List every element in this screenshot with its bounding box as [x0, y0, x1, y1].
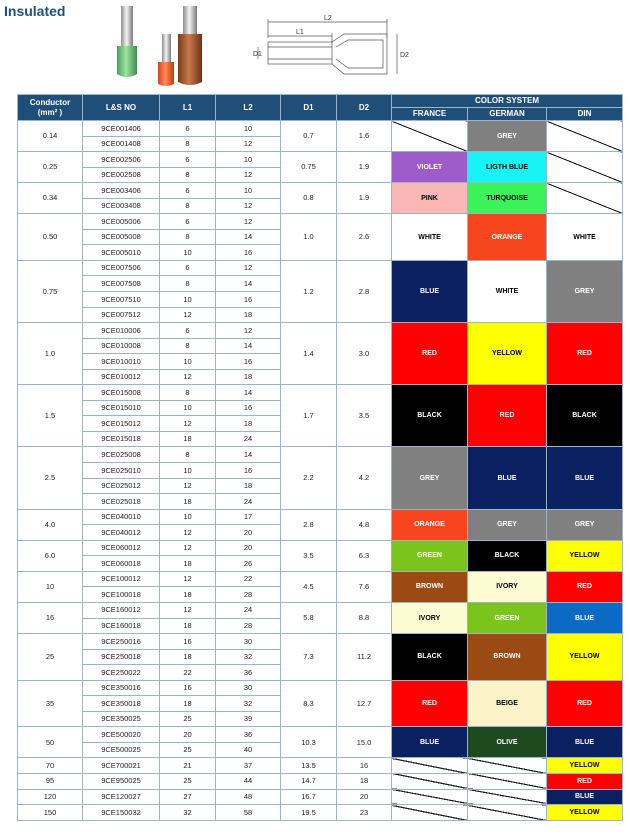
l2-value: 16: [216, 400, 281, 416]
part-number: 9CE160012: [83, 602, 160, 618]
german-color: GREY: [468, 121, 547, 152]
france-color: BLACK: [392, 634, 468, 681]
france-color-none: [392, 758, 468, 774]
part-number: 9CE010010: [83, 354, 160, 370]
l1-value: 6: [160, 152, 216, 168]
header-german: GERMAN: [468, 108, 547, 121]
part-number: 9CE160018: [83, 618, 160, 634]
l2-value: 18: [216, 307, 281, 323]
l1-value: 25: [160, 742, 216, 758]
l1-value: 6: [160, 183, 216, 199]
conductor-size: 10: [18, 571, 83, 602]
header-l1: L1: [160, 95, 216, 121]
din-color: WHITE: [547, 214, 623, 261]
german-color: BROWN: [468, 634, 547, 681]
din-color: BLUE: [547, 789, 623, 805]
german-color: WHITE: [468, 260, 547, 322]
l1-value: 6: [160, 260, 216, 276]
part-number: 9CE010006: [83, 323, 160, 339]
l1-value: 6: [160, 121, 216, 137]
table-row: [18, 540, 623, 556]
l2-value: 10: [216, 121, 281, 137]
din-color-none: [547, 152, 623, 183]
l2-value: 36: [216, 727, 281, 743]
france-color-none: [392, 789, 468, 805]
d2-value: 20: [337, 789, 392, 805]
l2-value: 30: [216, 634, 281, 650]
d2-value: 2.6: [337, 214, 392, 261]
france-color: GREEN: [392, 540, 468, 571]
l1-value: 10: [160, 292, 216, 308]
din-color: YELLOW: [547, 758, 623, 774]
l2-value: 37: [216, 758, 281, 774]
l2-value: 16: [216, 463, 281, 479]
d1-value: 0.8: [281, 183, 337, 214]
header-l2: L2: [216, 95, 281, 121]
part-number: 9CE015008: [83, 385, 160, 401]
l1-value: 12: [160, 369, 216, 385]
l2-value: 12: [216, 260, 281, 276]
part-number: 9CE060012: [83, 540, 160, 556]
part-number: 9CE025018: [83, 494, 160, 510]
l2-value: 58: [216, 805, 281, 821]
france-color-none: [392, 805, 468, 821]
l1-value: 16: [160, 680, 216, 696]
l1-value: 10: [160, 354, 216, 370]
d1-value: 7.3: [281, 634, 337, 681]
conductor-size: 120: [18, 789, 83, 805]
france-color: BLUE: [392, 260, 468, 322]
table-row: [18, 152, 623, 168]
d2-value: 3.5: [337, 385, 392, 447]
d1-value: 4.5: [281, 571, 337, 602]
din-color-none: [547, 183, 623, 214]
l1-value: 8: [160, 276, 216, 292]
part-number: 9CE003406: [83, 183, 160, 199]
german-color: YELLOW: [468, 323, 547, 385]
conductor-size: 4.0: [18, 509, 83, 540]
table-row: [18, 571, 623, 587]
l1-value: 21: [160, 758, 216, 774]
diagram-label-d2: D2: [400, 52, 409, 59]
l1-value: 18: [160, 649, 216, 665]
l1-value: 12: [160, 525, 216, 541]
header-din: DIN: [547, 108, 623, 121]
german-color: LIGTH BLUE: [468, 152, 547, 183]
part-number: 9CE500020: [83, 727, 160, 743]
din-color: RED: [547, 680, 623, 727]
part-number: 9CE005006: [83, 214, 160, 230]
part-number: 9CE150032: [83, 805, 160, 821]
part-number: 9CE001408: [83, 136, 160, 152]
d2-value: 1.9: [337, 152, 392, 183]
part-number: 9CE007506: [83, 260, 160, 276]
l2-value: 12: [216, 323, 281, 339]
l1-value: 18: [160, 587, 216, 603]
table-row: [18, 789, 623, 805]
german-color: TURQUOISE: [468, 183, 547, 214]
table-row: [18, 385, 623, 401]
l1-value: 12: [160, 307, 216, 323]
france-color: VIOLET: [392, 152, 468, 183]
part-number: 9CE250016: [83, 634, 160, 650]
table-row: [18, 260, 623, 276]
d1-value: 19.5: [281, 805, 337, 821]
table-row: [18, 773, 623, 789]
part-number: 9CE002508: [83, 167, 160, 183]
d2-value: 4.8: [337, 509, 392, 540]
part-number: 9CE250018: [83, 649, 160, 665]
l1-value: 6: [160, 214, 216, 230]
table-row: [18, 680, 623, 696]
conductor-size: 1.0: [18, 323, 83, 385]
france-color: WHITE: [392, 214, 468, 261]
part-number: 9CE007512: [83, 307, 160, 323]
german-color-none: [468, 758, 547, 774]
part-number: 9CE005008: [83, 229, 160, 245]
d2-value: 1.6: [337, 121, 392, 152]
d1-value: 16.7: [281, 789, 337, 805]
l2-value: 30: [216, 680, 281, 696]
l2-value: 18: [216, 416, 281, 432]
l1-value: 16: [160, 634, 216, 650]
d2-value: 3.0: [337, 323, 392, 385]
l2-value: 36: [216, 665, 281, 681]
l2-value: 32: [216, 696, 281, 712]
header-conductor-unit: (mm² ): [37, 107, 63, 117]
din-color: YELLOW: [547, 634, 623, 681]
l2-value: 28: [216, 618, 281, 634]
l2-value: 14: [216, 447, 281, 463]
l1-value: 10: [160, 463, 216, 479]
german-color: IVORY: [468, 571, 547, 602]
france-color: ORANGE: [392, 509, 468, 540]
part-number: 9CE007510: [83, 292, 160, 308]
part-number: 9CE350018: [83, 696, 160, 712]
d1-value: 3.5: [281, 540, 337, 571]
l2-value: 44: [216, 773, 281, 789]
d1-value: 0.75: [281, 152, 337, 183]
l1-value: 12: [160, 416, 216, 432]
l2-value: 24: [216, 602, 281, 618]
table-row: [18, 727, 623, 743]
france-color-none: [392, 773, 468, 789]
l2-value: 20: [216, 525, 281, 541]
conductor-size: 0.50: [18, 214, 83, 261]
l2-value: 18: [216, 478, 281, 494]
part-number: 9CE350016: [83, 680, 160, 696]
part-number: 9CE040012: [83, 525, 160, 541]
part-number: 9CE015010: [83, 400, 160, 416]
conductor-size: 2.5: [18, 447, 83, 509]
d2-value: 7.6: [337, 571, 392, 602]
l2-value: 10: [216, 183, 281, 199]
header-france: FRANCE: [392, 108, 468, 121]
l2-value: 48: [216, 789, 281, 805]
l2-value: 14: [216, 229, 281, 245]
part-number: 9CE040010: [83, 509, 160, 525]
l2-value: 26: [216, 556, 281, 572]
german-color: BLACK: [468, 540, 547, 571]
l2-value: 40: [216, 742, 281, 758]
l2-value: 14: [216, 385, 281, 401]
part-number: 9CE025008: [83, 447, 160, 463]
d1-value: 10.3: [281, 727, 337, 758]
d1-value: 13.5: [281, 758, 337, 774]
part-number: 9CE010012: [83, 369, 160, 385]
part-number: 9CE100018: [83, 587, 160, 603]
l1-value: 10: [160, 245, 216, 261]
part-number: 9CE250022: [83, 665, 160, 681]
header-color-system: COLOR SYSTEM: [392, 95, 623, 108]
l1-value: 18: [160, 556, 216, 572]
part-number: 9CE120027: [83, 789, 160, 805]
part-number: 9CE005010: [83, 245, 160, 261]
part-number: 9CE007508: [83, 276, 160, 292]
l1-value: 18: [160, 696, 216, 712]
l2-value: 24: [216, 494, 281, 510]
conductor-size: 70: [18, 758, 83, 774]
table-row: [18, 758, 623, 774]
france-color: BROWN: [392, 571, 468, 602]
din-color-none: [547, 121, 623, 152]
d1-value: 1.7: [281, 385, 337, 447]
l2-value: 14: [216, 276, 281, 292]
france-color: BLACK: [392, 385, 468, 447]
ferrule-dimension-diagram: [252, 14, 422, 86]
din-color: BLACK: [547, 385, 623, 447]
part-number: 9CE015018: [83, 431, 160, 447]
diagram-label-l2: L2: [324, 15, 332, 22]
table-row: [18, 634, 623, 650]
l1-value: 10: [160, 509, 216, 525]
conductor-size: 0.25: [18, 152, 83, 183]
l2-value: 10: [216, 152, 281, 168]
d1-value: 2.8: [281, 509, 337, 540]
table-row: [18, 183, 623, 199]
conductor-size: 35: [18, 680, 83, 727]
part-number: 9CE015012: [83, 416, 160, 432]
l1-value: 22: [160, 665, 216, 681]
table-row: [18, 447, 623, 463]
l2-value: 16: [216, 354, 281, 370]
l2-value: 12: [216, 136, 281, 152]
conductor-size: 95: [18, 773, 83, 789]
l2-value: 18: [216, 369, 281, 385]
l1-value: 8: [160, 338, 216, 354]
din-color: BLUE: [547, 727, 623, 758]
france-color: BLUE: [392, 727, 468, 758]
ferrule-spec-table: [17, 94, 623, 821]
conductor-size: 0.34: [18, 183, 83, 214]
l2-value: 32: [216, 649, 281, 665]
l2-value: 20: [216, 540, 281, 556]
german-color: RED: [468, 385, 547, 447]
header-d1: D1: [281, 95, 337, 121]
d1-value: 2.2: [281, 447, 337, 509]
l1-value: 12: [160, 478, 216, 494]
d1-value: 1.0: [281, 214, 337, 261]
table-row: [18, 214, 623, 230]
conductor-size: 1.5: [18, 385, 83, 447]
l1-value: 18: [160, 431, 216, 447]
l1-value: 12: [160, 540, 216, 556]
l2-value: 16: [216, 245, 281, 261]
l1-value: 18: [160, 618, 216, 634]
l2-value: 28: [216, 587, 281, 603]
l2-value: 12: [216, 214, 281, 230]
l1-value: 8: [160, 167, 216, 183]
d2-value: 2.8: [337, 260, 392, 322]
german-color: ORANGE: [468, 214, 547, 261]
german-color: GREEN: [468, 602, 547, 633]
l1-value: 6: [160, 323, 216, 339]
table-row: [18, 602, 623, 618]
l1-value: 20: [160, 727, 216, 743]
part-number: 9CE025012: [83, 478, 160, 494]
part-number: 9CE350025: [83, 711, 160, 727]
table-row: [18, 121, 623, 137]
german-color-none: [468, 805, 547, 821]
l2-value: 39: [216, 711, 281, 727]
d2-value: 23: [337, 805, 392, 821]
d1-value: 0.7: [281, 121, 337, 152]
din-color: RED: [547, 773, 623, 789]
german-color-none: [468, 773, 547, 789]
part-number: 9CE001406: [83, 121, 160, 137]
part-number: 9CE010008: [83, 338, 160, 354]
d2-value: 16: [337, 758, 392, 774]
l1-value: 25: [160, 711, 216, 727]
conductor-size: 6.0: [18, 540, 83, 571]
din-color: RED: [547, 323, 623, 385]
german-color: GREY: [468, 509, 547, 540]
conductor-size: 0.14: [18, 121, 83, 152]
part-number: 9CE002506: [83, 152, 160, 168]
d2-value: 12.7: [337, 680, 392, 727]
d2-value: 8.8: [337, 602, 392, 633]
d2-value: 11.2: [337, 634, 392, 681]
conductor-size: 150: [18, 805, 83, 821]
l1-value: 12: [160, 602, 216, 618]
d1-value: 5.8: [281, 602, 337, 633]
d2-value: 4.2: [337, 447, 392, 509]
conductor-size: 16: [18, 602, 83, 633]
conductor-size: 25: [18, 634, 83, 681]
france-color-none: [392, 121, 468, 152]
diagram-label-l1: L1: [296, 29, 304, 36]
german-color-none: [468, 789, 547, 805]
l1-value: 12: [160, 571, 216, 587]
part-number: 9CE700021: [83, 758, 160, 774]
din-color: BLUE: [547, 602, 623, 633]
france-color: RED: [392, 680, 468, 727]
part-number: 9CE025010: [83, 463, 160, 479]
table-row: [18, 323, 623, 339]
header-conductor: [18, 95, 83, 121]
table-row: [18, 509, 623, 525]
conductor-size: 50: [18, 727, 83, 758]
ferrule-product-image: [110, 4, 220, 88]
l1-value: 8: [160, 136, 216, 152]
l1-value: 8: [160, 198, 216, 214]
l1-value: 8: [160, 229, 216, 245]
d1-value: 8.3: [281, 680, 337, 727]
l1-value: 27: [160, 789, 216, 805]
din-color: YELLOW: [547, 540, 623, 571]
din-color: RED: [547, 571, 623, 602]
l1-value: 8: [160, 447, 216, 463]
d2-value: 1.9: [337, 183, 392, 214]
l2-value: 12: [216, 167, 281, 183]
l2-value: 22: [216, 571, 281, 587]
d2-value: 15.0: [337, 727, 392, 758]
din-color: YELLOW: [547, 805, 623, 821]
german-color: OLIVE: [468, 727, 547, 758]
part-number: 9CE060018: [83, 556, 160, 572]
german-color: BEIGE: [468, 680, 547, 727]
german-color: BLUE: [468, 447, 547, 509]
l1-value: 25: [160, 773, 216, 789]
din-color: GREY: [547, 509, 623, 540]
l2-value: 14: [216, 338, 281, 354]
header-d2: D2: [337, 95, 392, 121]
l1-value: 18: [160, 494, 216, 510]
header-ls-no: L&S NO: [83, 95, 160, 121]
d2-value: 18: [337, 773, 392, 789]
page-title: Insulated: [4, 3, 66, 19]
din-color: GREY: [547, 260, 623, 322]
france-color: GREY: [392, 447, 468, 509]
france-color: RED: [392, 323, 468, 385]
l2-value: 17: [216, 509, 281, 525]
l1-value: 8: [160, 385, 216, 401]
france-color: PINK: [392, 183, 468, 214]
d2-value: 6.3: [337, 540, 392, 571]
table-row: [18, 805, 623, 821]
l1-value: 10: [160, 400, 216, 416]
d1-value: 1.4: [281, 323, 337, 385]
l2-value: 12: [216, 198, 281, 214]
l2-value: 16: [216, 292, 281, 308]
din-color: BLUE: [547, 447, 623, 509]
d1-value: 14.7: [281, 773, 337, 789]
part-number: 9CE003408: [83, 198, 160, 214]
diagram-label-d1: D1: [253, 51, 262, 58]
france-color: IVORY: [392, 602, 468, 633]
part-number: 9CE100012: [83, 571, 160, 587]
part-number: 9CE500025: [83, 742, 160, 758]
d1-value: 1.2: [281, 260, 337, 322]
conductor-size: 0.75: [18, 260, 83, 322]
l2-value: 24: [216, 431, 281, 447]
l1-value: 32: [160, 805, 216, 821]
header-conductor-label: Conductor: [29, 97, 71, 107]
part-number: 9CE950025: [83, 773, 160, 789]
